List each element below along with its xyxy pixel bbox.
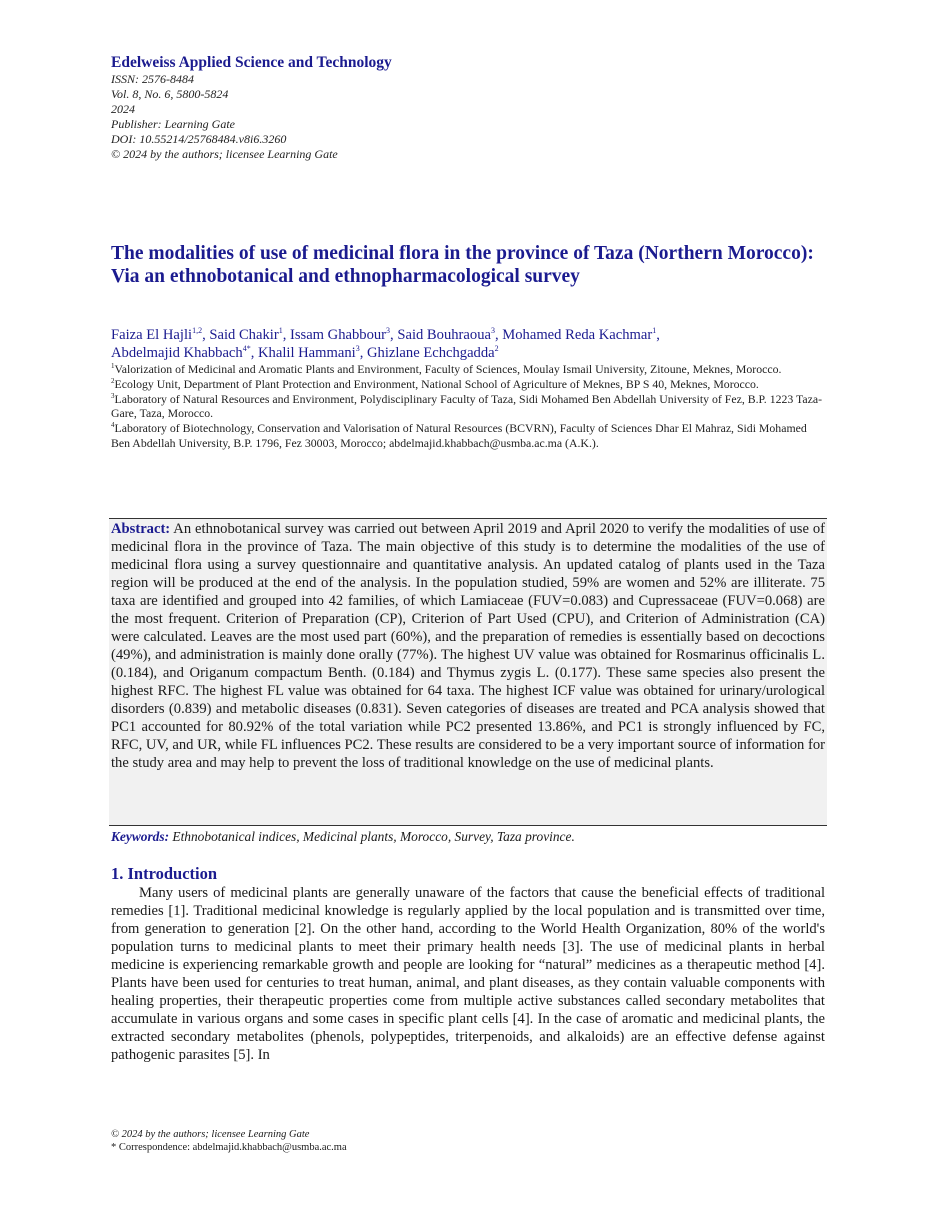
abstract-label: Abstract:: [111, 521, 171, 537]
author: Ghizlane Echchgadda$^2$: [367, 344, 499, 361]
journal-name: Edelweiss Applied Science and Technology: [111, 54, 392, 71]
author: Khalil Hammani$^3$,: [258, 344, 367, 361]
author-list: [111, 326, 825, 362]
author: Said Chakir$^1$,: [209, 326, 290, 343]
journal-doi[interactable]: DOI: 10.55214/25768484.v8i6.3260: [111, 132, 287, 146]
keywords-text: Ethnobotanical indices, Medicinal plants, Morocco, Survey, Taza province.: [172, 829, 575, 844]
paper-title: The modalities of use of medicinal flora in the province of Taza (Northern Morocco): Via an ethnobotanical and ethnopharmacological survey: [111, 243, 814, 287]
author: Issam Ghabbour$^3$,: [289, 326, 398, 343]
abstract-text: [111, 520, 825, 772]
section-heading: 1. Introduction: [111, 864, 218, 883]
journal-license: © 2024 by the authors; licensee Learning Gate: [111, 147, 338, 161]
affiliation-list: [111, 362, 825, 451]
introduction-text: Many users of medicinal plants are generally unaware of the factors that cause the beneficial effects of traditional remedies [1]. Traditional medicinal knowledge is regularly applied by the local population and is transmitted over time, from generation to generation [2]. On the other hand, according to the World Health Organization, 80% of the world's population turns to medicinal plants to meet their primary health needs [3]. The use of medicinal plants in herbal medicine is experiencing remarkable growth and people are looking for “natural” medicines as a therapeutic method [4]. Plants have been used for centuries to treat human, animal, and plant diseases, as they contain valuable components with healing properties, their therapeutic properties come from multiple active substances called secondary metabolites that accumulate in various organs and some cases in specific plant cells [4]. In the case of aromatic and medicinal plants, the extracted secondary metabolites (phenols, polypeptides, triterpenoids, and alkaloids) are an effective defense against pathogenic parasites [5]. In: [111, 885, 825, 1063]
author: Mohamed Reda Kachmar$^1$,: [502, 326, 660, 343]
footer-copyright: © 2024 by the authors; licensee Learning Gate: [111, 1129, 310, 1140]
journal-issn: ISSN: 2576-8484: [111, 72, 194, 86]
affiliation: $^4$Laboratory of Biotechnology, Conservation and Valorisation of Natural Resources (BCVRN), Faculty of Sciences Dhar El Mahraz, Sidi Mohamed Ben Abdellah University, B.P. 1796, Fez 30003, Morocco; abdelmajid.khabbach@usmba.ac.ma (A.K.).: [111, 421, 807, 450]
abstract-box: [109, 518, 827, 826]
author: Said Bouhraoua$^3$,: [397, 326, 503, 343]
abstract-body: An ethnobotanical survey was carried out between April 2019 and April 2020 to verify the modalities of use of medicinal flora in the province of Taza. The main objective of this study is to determine the modalities of the use of medicinal flora using a survey questionnaire and quantitative analysis. An updated catalog of plants used in the Taza region will be produced at the end of the analysis. In the population studied, 59% are women and 52% are illiterate. 75 taxa are identified and grouped into 42 families, of which Lamiaceae (FUV=0.083) and Cupressaceae (FUV=0.068) are the most frequent. Criterion of Preparation (CP), Criterion of Part Used (CPU), and Criterion of Administration (CA) were calculated. Leaves are the most used part (60%), and the preparation of remedies is essentially based on decoctions (49%), and administration is mainly done orally (77%). The highest UV value was obtained for Rosmarinus officinalis L. (0.184), and Origanum compactum Benth. (0.184) and Thymus zygis L. (0.177). These same species also present the highest RFC. The highest FL value was obtained for 64 taxa. The highest ICF value was obtained for urinary/urological disorders (0.839) and metabolic diseases (0.831). Seven categories of diseases are treated and PCA analysis showed that PC1 accounted for 80.92% of the total variation while PC2 presented 13.86%, and PC1 is strongly influenced by FC, RFC, UV, and UR, while FL influences PC2. These results are considered to be a very important source of information for the study area and may help to prevent the loss of traditional knowledge on the use of medicinal plants.: [111, 521, 826, 771]
affiliation: $^3$Laboratory of Natural Resources and Environment, Polydisciplinary Faculty of Taza, Sidi Mohamed Ben Abdellah University of Fez, B.P. 1223 Taza-Gare, Taza, Morocco.: [111, 391, 823, 421]
affiliation: $^1$Valorization of Medicinal and Aromatic Plants and Environment, Faculty of Sciences, Moulay Ismail University, Zitoune, Meknes, Morocco.: [111, 362, 782, 376]
journal-publisher: Publisher: Learning Gate: [111, 117, 235, 131]
footer-correspondence: * Correspondence: abdelmajid.khabbach@usmba.ac.ma: [111, 1142, 347, 1153]
journal-year: 2024: [111, 102, 135, 116]
journal-volume: Vol. 8, No. 6, 5800-5824: [111, 87, 229, 101]
author: Faiza El Hajli$^{1,2}$,: [111, 326, 210, 343]
keywords-label: Keywords:: [111, 829, 170, 844]
journal-header: [111, 54, 531, 162]
author-corresponding: Abdelmajid Khabbach$^{4*}$,: [111, 344, 259, 361]
page-footer: [111, 1128, 611, 1154]
keywords: [111, 828, 825, 845]
affiliation: $^2$Ecology Unit, Department of Plant Protection and Environment, National School of Agriculture of Meknes, BP S 40, Meknes, Morocco.: [111, 376, 759, 391]
